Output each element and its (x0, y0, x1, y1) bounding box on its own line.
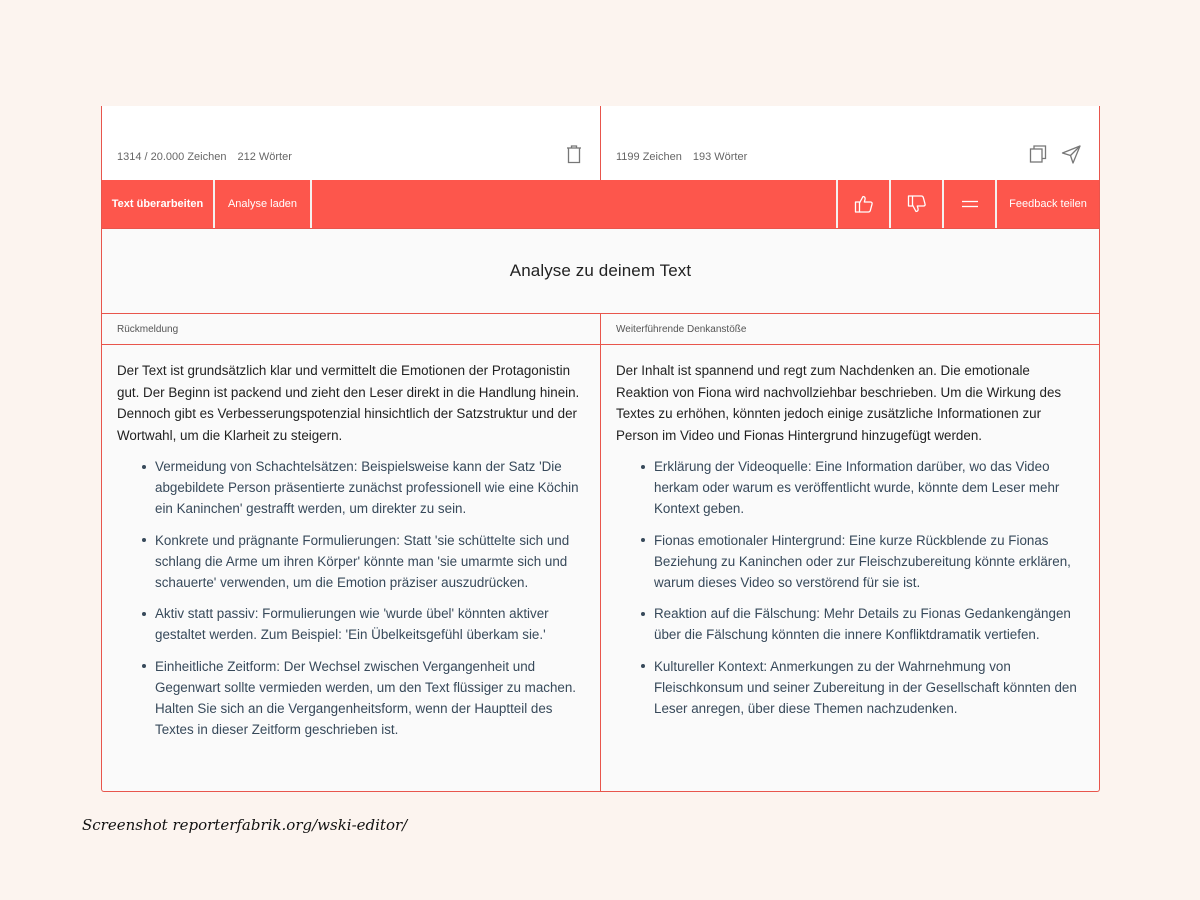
list-item: Aktiv statt passiv: Formulierungen wie 'wurde übel' könnten aktiver gestaltet werden. Zum Beispiel: 'Ein Übelkeitsgefühl überkam sie.' (155, 603, 585, 645)
send-icon[interactable] (1060, 143, 1082, 165)
result-word-count: 193 Wörter (692, 151, 748, 163)
feedback-intro: Der Text ist grundsätzlich klar und vermittelt die Emotionen der Protagonistin gut. Der Beginn ist packend und zieht den Leser direkt in die Handlung hinein. Dennoch gibt es Verbesserungspotenzial hinsichtlich der Satzstruktur und der Wortwahl, um die Klarheit zu steigern. (117, 363, 580, 443)
screenshot-caption: Screenshot reporterfabrik.org/wski-editor/ (82, 816, 408, 834)
action-toolbar (102, 180, 1099, 228)
list-item: Einheitliche Zeitform: Der Wechsel zwischen Vergangenheit und Gegenwart sollte vermieden werden, um den Text flüssiger zu machen. Halten Sie sich an die Vergangenheitsform, wenn der Hauptteil des Textes in dieser Zeitform geschrieben ist. (155, 656, 585, 740)
list-item: Vermeidung von Schachtelsätzen: Beispielsweise kann der Satz 'Die abgebildete Person präsentierte zunächst professionell wie eine Köchin ein Kaninchen' gestrafft werden, um direkter zu sein. (155, 456, 585, 519)
feedback-list (117, 456, 585, 740)
list-item: Konkrete und prägnante Formulierungen: Statt 'sie schüttelte sich und schlang die Arme um ihren Körper' könnte man 'sie umarmte sich und schauerte' verwenden, um die Emotion präziser auszudrücken. (155, 530, 585, 593)
trash-icon[interactable] (563, 143, 585, 165)
further-thoughts-list (616, 456, 1084, 719)
toolbar-spacer (312, 180, 838, 228)
revise-text-button[interactable]: Text überarbeiten (102, 180, 215, 228)
source-counts (117, 151, 292, 163)
share-feedback-button[interactable]: Feedback teilen (1009, 198, 1087, 210)
result-counts (616, 151, 747, 163)
result-text-pane[interactable] (600, 106, 1099, 180)
list-item: Erklärung der Videoquelle: Eine Information darüber, wo das Video herkam oder warum es veröffentlicht wurde, könnte dem Leser mehr Kontext geben. (654, 456, 1084, 519)
further-thoughts-intro: Der Inhalt ist spannend und regt zum Nachdenken an. Die emotionale Reaktion von Fiona wird nachvollziehbar beschrieben. Um die Wirkung des Textes zu erhöhen, könnten jedoch einige zusätzliche Informationen zur Person im Video und Fionas Hintergrund hinzugefügt werden. (616, 363, 1062, 443)
further-thoughts-column (600, 345, 1099, 791)
copy-icon[interactable] (1027, 143, 1049, 165)
thumbs-up-icon[interactable] (838, 180, 891, 228)
feedback-heading: Rückmeldung (117, 323, 179, 335)
source-text-pane[interactable] (102, 106, 600, 180)
analysis-title: Analyse zu deinem Text (102, 228, 1099, 314)
source-word-count: 212 Wörter (237, 151, 292, 163)
list-item: Reaktion auf die Fälschung: Mehr Details zu Fionas Gedankengängen über die Fälschung könnten die innere Konfliktdramatik vertiefen. (654, 603, 1084, 645)
source-char-count: 1314 / 20.000 Zeichen (117, 151, 227, 163)
list-item: Kultureller Kontext: Anmerkungen zu der Wahrnehmung von Fleischkonsum und seiner Zubereitung in der Gesellschaft könnten den Leser anregen, über diese Themen nachzudenken. (654, 656, 1084, 719)
equals-icon[interactable] (944, 180, 997, 228)
further-thoughts-heading: Weiterführende Denkanstöße (600, 314, 1099, 344)
editor-frame (101, 106, 1100, 792)
result-char-count: 1199 Zeichen (616, 151, 682, 163)
analysis-column-headers (102, 314, 1099, 345)
analysis-columns (102, 345, 1099, 791)
feedback-column (102, 345, 600, 791)
editor-panes (102, 106, 1099, 180)
list-item: Fionas emotionaler Hintergrund: Eine kurze Rückblende zu Fionas Beziehung zu Kaninchen oder zur Fleischzubereitung könnte erklären, warum dieses Video so verstörend für sie ist. (654, 530, 1084, 593)
load-analysis-button[interactable]: Analyse laden (215, 180, 312, 228)
thumbs-down-icon[interactable] (891, 180, 944, 228)
